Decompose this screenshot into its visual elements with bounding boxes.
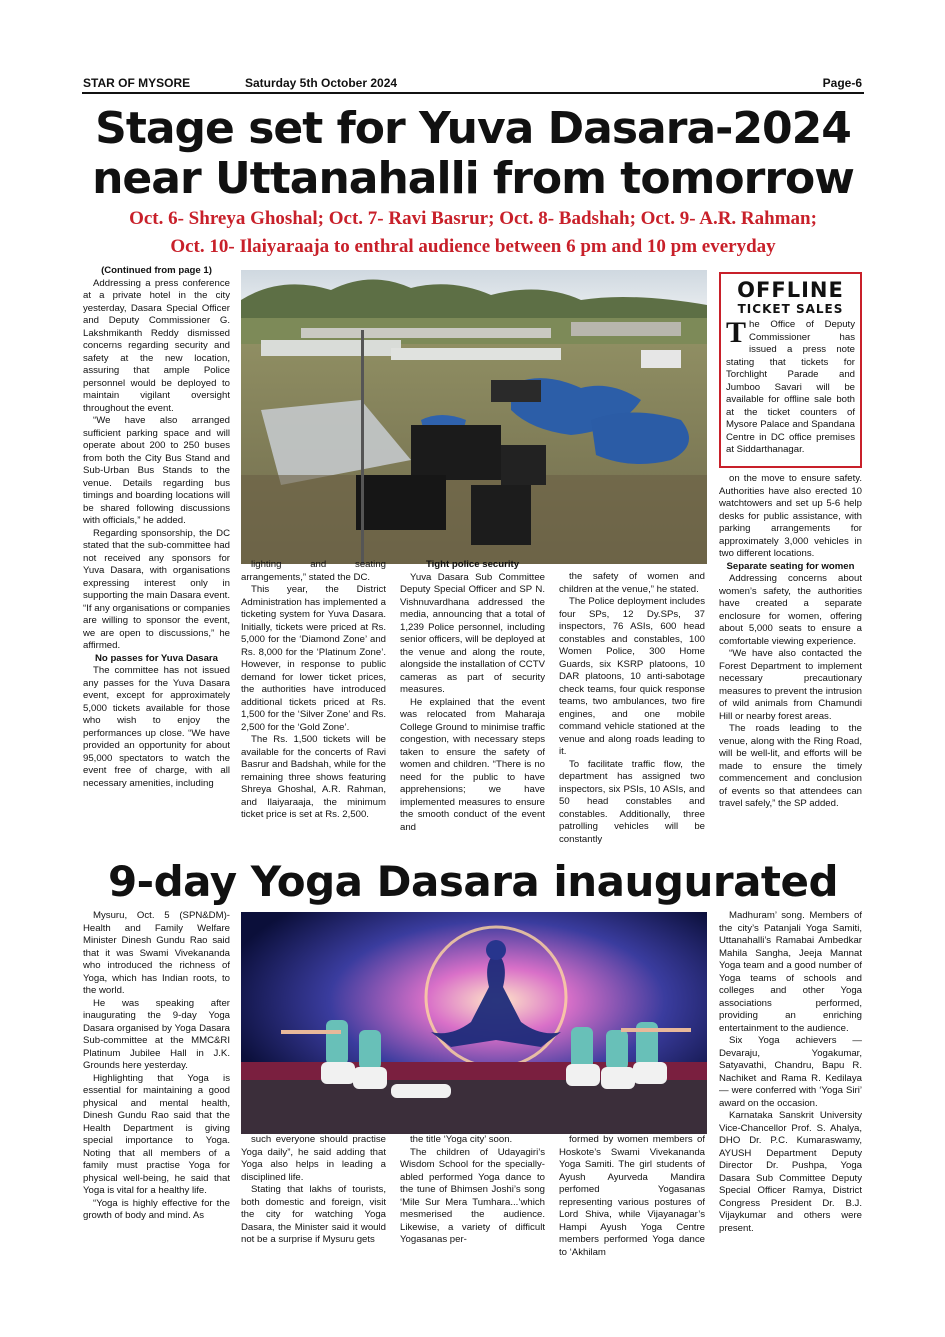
box-body-text: he Office of Deputy Commissioner has issued a press note stating that tickets for Torchlight Parade and Jumboo Savari will be available for offline sale both at the ticket counters of Mysore Palace and Spandana Centre in DC office premises at Siddarthanagar. — [726, 319, 855, 455]
box-title: OFFLINE — [737, 278, 844, 302]
story1-column-2 — [241, 559, 386, 853]
story1-column-1 — [83, 265, 230, 853]
paragraph: formed by women members of Hoskote’s Swami Vivekananda Yoga Samiti. The girl students of Ayush Ayurveda Mandira perfomed Yogasanas representing various postures of Lord Shiva, while Vijayanagar’s Hampi Ayush Yoga Centre members performed Yoga dance to ‘Akhilam — [559, 1134, 705, 1258]
story2-column-1 — [83, 910, 230, 1265]
paragraph: lighting and seating arrangements,” stated the DC. — [241, 559, 386, 583]
paragraph: The roads leading to the venue, along with the Ring Road, will be well-lit, and efforts will be made to ensure the timely commencement and conclusion of events so that attendees can travel safely,” the SP added. — [719, 723, 862, 809]
story2-column-3 — [400, 1134, 545, 1266]
paragraph: “We have also arranged sufficient parking space and will operate about 200 to 250 buses from both the City Bus Stand and Sub-Urban Bus Stands to the venue. Details regarding bus timings and boarding locations will be shared following discussions with officials,” he added. — [83, 415, 230, 526]
story2-column-2 — [241, 1134, 386, 1266]
box-subtitle: TICKET SALES — [737, 302, 844, 316]
story1-column-5 — [719, 473, 862, 853]
paragraph: the safety of women and children at the venue,” he stated. — [559, 571, 705, 595]
venue-photo — [241, 270, 707, 564]
paragraph: such everyone should practise Yoga daily”, he said adding that Yoga also helps in leading a disciplined life. — [241, 1134, 386, 1183]
subhead: No passes for Yuva Dasara — [94, 652, 218, 664]
page-number: Page-6 — [822, 76, 862, 90]
offline-ticket-sales-box — [719, 272, 862, 468]
story1-column-4 — [559, 571, 705, 853]
paragraph: the title ‘Yoga city’ soon. — [410, 1134, 513, 1145]
paragraph: Addressing a press conference at a private hotel in the city yesterday, Dasara Special Officer and Deputy Commissioner G. Lakshmikanth Reddy dismissed concerns regarding security and safety at the new location, assuring that ample Police personnel would be deployed to maintain vigilant oversight throughout the event. — [83, 277, 230, 414]
paragraph: Madhuram’ song. Members of the city’s Patanjali Yoga Samiti, Uttanahalli’s Ramabai Ambedkar Mahila Sangha, Jeeja Mannat Yoga team and a good number of Yoga teams of schools and colleges and other Yoga associations performed, providing an enriching entertainment to the audience. — [719, 910, 862, 1034]
yoga-photo — [241, 912, 707, 1134]
paragraph: He explained that the event was relocated from Maharaja College Ground to minimise traffic congestion, with necessary steps taken to ensure the safety of women and children. “There is no need for the public to have apprehensions; we have implemented measures to ensure the smooth conduct of the event and — [400, 696, 545, 833]
paragraph: Mysuru, Oct. 5 (SPN&DM)- Health and Family Welfare Minister Dinesh Gundu Rao said that it was Swami Vivekananda who introduced the richness of Yoga, which has Indian roots, to the world. — [83, 910, 230, 996]
paragraph: He was speaking after inaugurating the 9-day Yoga Dasara organised by Yoga Dasara Sub-committee at the MMC&RI Platinum Jubilee Hall in J.K. Grounds here yesterday. — [83, 997, 230, 1071]
headline-yoga-dasara: 9-day Yoga Dasara inaugurated — [107, 857, 839, 906]
paragraph: Karnataka Sanskrit University Vice-Chancellor Prof. S. Ahalya, DHO Dr. P.C. Kumaraswamy, AYUSH Department Deputy Director Dr. Pushpa, Yoga Dasara Sub Committee Deputy Special Officer Ramya, District Congress President Dr. B.J. Vijaykumar and others were present. — [719, 1110, 862, 1234]
subhead-line-2: Oct. 10- Ilaiyaraaja to enthral audience between 6 pm and 10 pm everyday — [170, 236, 776, 257]
paragraph: The Rs. 1,500 tickets will be available for the concerts of Ravi Basrur and Badshah, while for the remaining three shows featuring Shreya Ghoshal, A.R. Rahman, and Ilaiyaraaja, the minimum ticket price is set at Rs. 2,500. — [241, 734, 386, 820]
paragraph: “Yoga is highly effective for the growth of body and mind. As — [83, 1197, 230, 1221]
paragraph: Highlighting that Yoga is essential for maintaining a good physical and mental health, Dinesh Gundu Rao said that the Health Department is giving special importance to Yoga. Noting that all members of a family must practise Yoga for physical well-being, he said that Yoga is vital for a healthy life. — [83, 1072, 230, 1196]
headline-line-1: Stage set for Yuva Dasara-2024 — [95, 103, 851, 154]
paragraph: Yuva Dasara Sub Committee Deputy Special Officer and SP N. Vishnuvardhana addressed the media, announcing that a total of 1,239 Police personnel, including senior officers, will be deployed at the venue and along the route, alongside the installation of CCTV cameras as part of security measures. — [400, 571, 545, 695]
drop-cap: T — [726, 316, 747, 349]
masthead-name: STAR OF MYSORE — [83, 76, 191, 90]
paragraph: “We have also contacted the Forest Department to implement necessary precautionary measures to prevent the intrusion of wild animals from Chamundi Hill or nearby forest areas. — [719, 648, 862, 722]
paragraph: The Police deployment includes four SPs, 12 Dy.SPs, 37 inspectors, 76 ASIs, 600 head constables and constables, 100 Women Police, 300 Home Guards, six KSRP platoons, 10 DAR platoons, 10 anti-sabotage check teams, four quick response teams, two ambulances, two fire engines, and one mobile command vehicle stationed at the venue and along roads leading to it. — [559, 596, 705, 757]
paragraph: This year, the District Administration has implemented a ticketing system for Yuva Dasara. Initially, tickets were priced at Rs. 5,000 for the ‘Diamond Zone’ and Rs. 8,000 for the ‘Platinum Zone’. However, in response to public demand for lower ticket prices, the authorities have introduced additional tickets priced at Rs. 1,500 for the ‘Silver Zone’ and Rs. 2,500 for the ‘Gold Zone’. — [241, 584, 386, 733]
subhead-line-1: Oct. 6- Shreya Ghoshal; Oct. 7- Ravi Basrur; Oct. 8- Badshah; Oct. 9- A.R. Rahman; — [129, 208, 817, 229]
paragraph: To facilitate traffic flow, the department has assigned two inspectors, six PSIs, 10 ASIs, and 50 head constables and constables. Additionally, three patrolling vehicles will be constantly — [559, 758, 705, 845]
box-body — [726, 316, 855, 457]
paragraph: Six Yoga achievers — Devaraju, Yogakumar, Satyavathi, Chandru, Bapu R. Nachiket and Rama R. Kedilaya — were conferred with ‘Yoga Siri’ award on the occasion. — [719, 1035, 862, 1109]
paragraph: Stating that lakhs of tourists, both domestic and foreign, visit the city for watching Yoga Dasara, the Minister said it would not be a surprise if Mysuru gets — [241, 1184, 386, 1245]
continued-note: (Continued from page 1) — [101, 265, 212, 276]
story2-column-5 — [719, 910, 862, 1265]
paragraph: Regarding sponsorship, the DC stated that the sub-committee had not received any sponsors for Yuva Dasara, with organisations expressing interest only in supporting the main Dasara event. “If any organisations or companies are willing to sponsor the event, we are open to discussions,” he affirmed. — [83, 527, 230, 651]
paragraph: The children of Udayagiri’s Wisdom School for the specially-abled performed Yoga dance to the tune of Bhimsen Joshi’s song ‘Mile Sur Mera Tumhara...’which mesmerised the audience. Likewise, a variety of difficult Yogasanas per- — [400, 1146, 545, 1245]
story1-column-3 — [400, 559, 545, 853]
issue-date: Saturday 5th October 2024 — [245, 76, 398, 90]
subhead: Tight police security — [425, 559, 520, 570]
header-rule — [82, 92, 864, 94]
subhead: Separate seating for women — [726, 560, 855, 572]
paragraph: The committee has not issued any passes for the Yuva Dasara event, except for approximately 5,000 tickets available for those who wish to enjoy the performances up close. “We have provided an opportunity for about 95,000 spectators to watch the event free of charge, with all necessary amenities, including — [83, 665, 230, 789]
paragraph: Addressing concerns about women’s safety, the authorities have created a separate enclosure for women, offering about 5,000 seats to ensure a comfortable viewing experience. — [719, 573, 862, 647]
headline-line-2: near Uttanahalli from tomorrow — [92, 153, 854, 204]
story2-column-4 — [559, 1134, 705, 1266]
paragraph: on the move to ensure safety. Authorities have also erected 10 watchtowers and set up 5-6 help desks for public assistance, with parking arrangements for approximately 3,000 vehicles in two different locations. — [719, 473, 862, 559]
